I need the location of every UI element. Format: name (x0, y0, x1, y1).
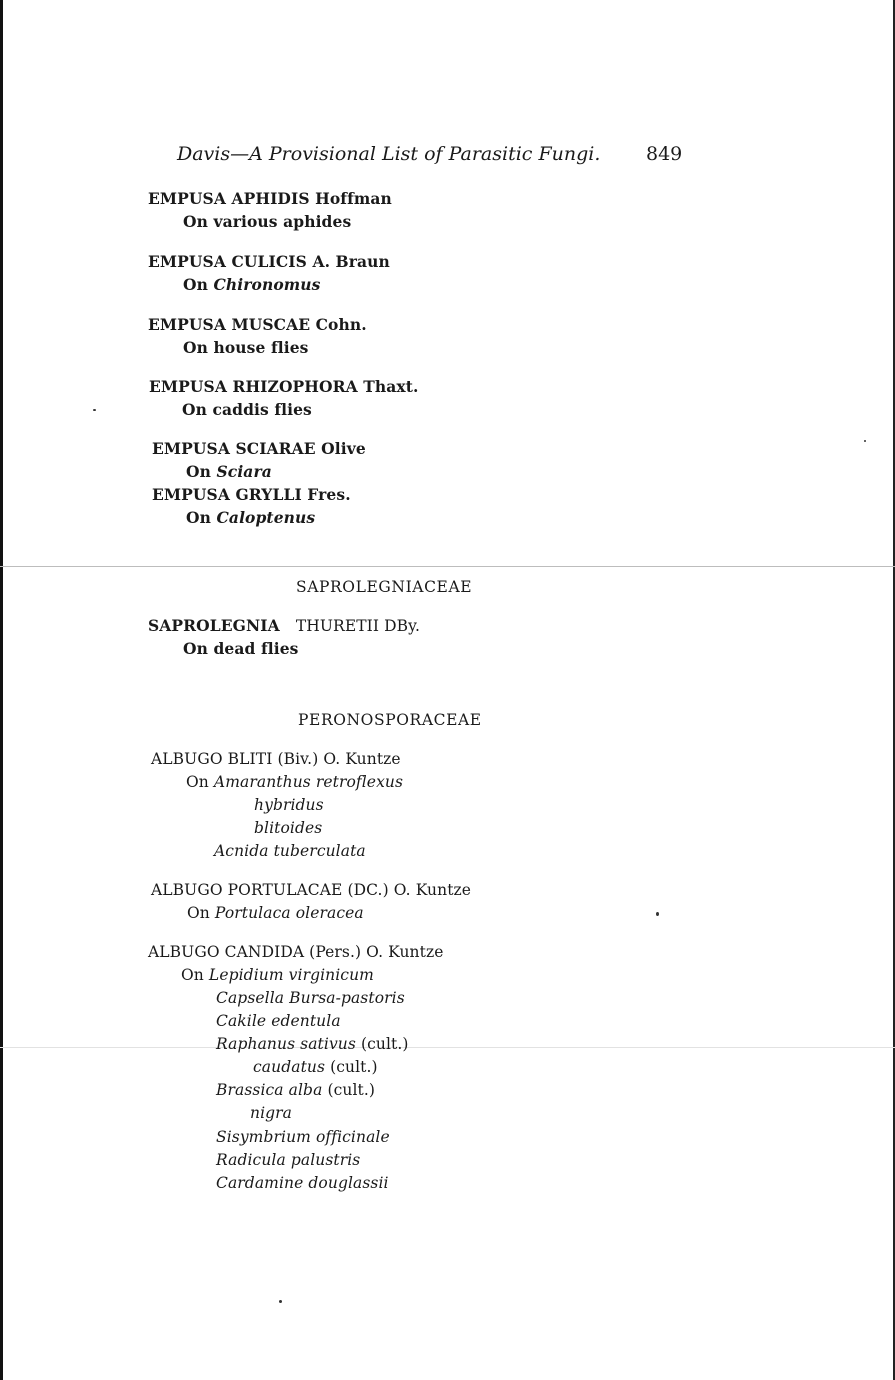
scan-speck (656, 912, 659, 916)
species-name: EMPUSA APHIDIS Hoffman (148, 189, 392, 208)
host-line (183, 275, 321, 295)
host-prefix: On (182, 400, 207, 419)
host-name: dead flies (213, 639, 299, 658)
host-prefix: On (186, 508, 211, 527)
host-line (182, 400, 312, 420)
family-heading: PERONOSPORACEAE (298, 711, 482, 729)
host-line (253, 1057, 378, 1077)
host-name: Brassica alba (216, 1081, 323, 1099)
host-prefix: On (186, 462, 211, 481)
host-name: Raphanus sativus (216, 1035, 356, 1053)
host-name: house flies (213, 338, 309, 357)
host-name: Cardamine douglassii (216, 1174, 389, 1192)
scan-speck (279, 1300, 282, 1303)
species-name: ALBUGO PORTULACAE (DC.) O. Kuntze (151, 881, 472, 899)
host-line (216, 1080, 375, 1100)
host-name: Cakile edentula (216, 1012, 341, 1030)
genus-name: SAPROLEGNIA (148, 616, 280, 635)
host-name: caddis flies (212, 400, 312, 419)
host-line (186, 772, 403, 792)
species-name: EMPUSA CULICIS A. Braun (148, 252, 390, 271)
host-name: Acnida tuberculata (214, 842, 366, 860)
page-edge-left (0, 0, 3, 1380)
host-name: Radicula palustris (216, 1151, 361, 1169)
running-title: Davis—A Provisional List of Parasitic Fungi. (177, 143, 601, 165)
species-name: EMPUSA GRYLLI Fres. (152, 485, 351, 504)
page-number: 849 (646, 143, 683, 165)
host-line (183, 212, 351, 232)
species-epithet: THURETII DBy. (295, 617, 420, 635)
species-name (148, 616, 420, 636)
host-name: Portulaca oleracea (214, 904, 364, 922)
scan-speck (864, 440, 866, 442)
scan-speck (93, 409, 96, 411)
host-line (181, 965, 374, 985)
host-name: Sciara (216, 462, 272, 481)
host-name: hybridus (254, 796, 324, 814)
host-prefix: On (183, 639, 208, 658)
host-prefix: On (187, 904, 210, 922)
host-line (183, 639, 299, 659)
host-line (186, 508, 315, 528)
host-line (187, 903, 364, 923)
host-name: Lepidium virginicum (208, 966, 374, 984)
host-name: nigra (250, 1104, 293, 1122)
host-line (216, 1034, 409, 1054)
fold-line (0, 1047, 895, 1048)
host-name: Chironomus (213, 275, 321, 294)
host-prefix: On (181, 966, 204, 984)
host-prefix: On (183, 275, 208, 294)
family-heading: SAPROLEGNIACEAE (296, 578, 473, 596)
host-name: caudatus (253, 1058, 326, 1076)
host-prefix: On (186, 773, 209, 791)
host-name: Capsella Bursa-pastoris (216, 989, 405, 1007)
host-name: Sisymbrium officinale (216, 1128, 390, 1146)
cultivated-note: (cult.) (330, 1058, 378, 1076)
species-name: EMPUSA SCIARAE Olive (152, 439, 366, 458)
species-name: ALBUGO CANDIDA (Pers.) O. Kuntze (148, 943, 444, 961)
cultivated-note: (cult.) (327, 1081, 376, 1099)
species-name: ALBUGO BLITI (Biv.) O. Kuntze (151, 750, 401, 768)
host-name: Caloptenus (216, 508, 316, 527)
host-line (183, 338, 308, 358)
host-name: various aphides (213, 212, 352, 231)
host-name: Amaranthus retroflexus (213, 773, 404, 791)
species-name: EMPUSA MUSCAE Cohn. (148, 315, 367, 334)
species-name: EMPUSA RHIZOPHORA Thaxt. (149, 377, 419, 396)
host-prefix: On (183, 338, 208, 357)
fold-line (0, 566, 895, 567)
cultivated-note: (cult.) (360, 1035, 409, 1053)
host-name: blitoides (254, 819, 323, 837)
host-line (186, 462, 272, 482)
host-prefix: On (183, 212, 208, 231)
